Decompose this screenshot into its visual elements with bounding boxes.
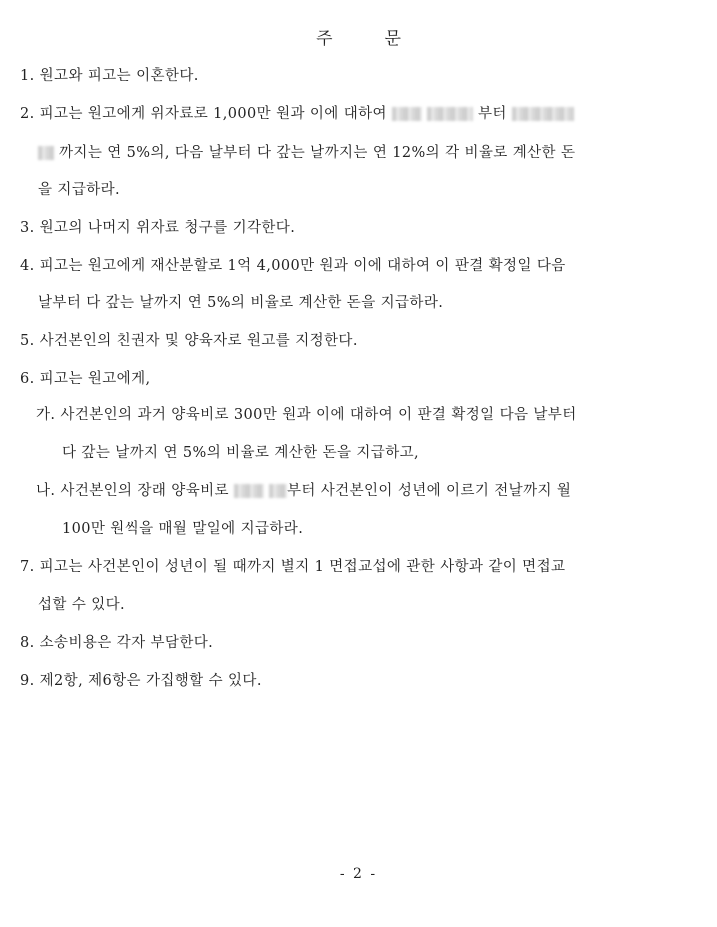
order-item-8: 8. 소송비용은 각자 부담한다. xyxy=(20,635,214,651)
redacted-date-4 xyxy=(38,146,54,160)
order-item-5: 5. 사건본인의 친권자 및 양육자로 원고를 지정한다. xyxy=(20,333,358,349)
order-item-2-text-b: 부터 xyxy=(478,106,507,122)
order-item-6-na-text-a: 나. 사건본인의 장래 양육비로 xyxy=(36,483,229,499)
order-item-7: 7. 피고는 사건본인이 성년이 될 때까지 별지 1 면접교섭에 관한 사항과 같이 면접교 xyxy=(20,559,566,575)
redacted-date-3 xyxy=(512,107,574,121)
redacted-date-1 xyxy=(392,107,422,121)
title-right: 문 xyxy=(384,29,401,49)
order-item-2 xyxy=(20,104,574,124)
order-item-2-cont xyxy=(38,143,575,163)
order-item-4-cont: 날부터 다 갚는 날까지 연 5%의 비율로 계산한 돈을 지급하라. xyxy=(38,295,444,311)
order-item-6: 6. 피고는 원고에게, xyxy=(20,371,151,387)
order-item-4: 4. 피고는 원고에게 재산분할로 1억 4,000만 원과 이에 대하여 이 판결 확정일 다음 xyxy=(20,258,566,274)
order-item-6-na-cont: 100만 원씩을 매월 말일에 지급하라. xyxy=(62,521,304,537)
order-item-9: 9. 제2항, 제6항은 가집행할 수 있다. xyxy=(20,673,262,689)
redacted-date-2 xyxy=(427,107,473,121)
page-number: - 2 - xyxy=(339,866,378,882)
redacted-date-6 xyxy=(269,484,287,498)
order-item-7-cont: 섭할 수 있다. xyxy=(38,597,126,613)
order-item-3: 3. 원고의 나머지 위자료 청구를 기각한다. xyxy=(20,220,296,236)
page-title xyxy=(0,24,717,49)
order-item-6-na-text-b: 부터 사건본인이 성년에 이르기 전날까지 월 xyxy=(286,483,572,499)
order-item-6-na xyxy=(36,481,571,501)
order-item-2-text-c: 까지는 연 5%의, 다음 날부터 다 갚는 날까지는 연 12%의 각 비율로 계산한 돈 xyxy=(59,145,576,161)
redacted-date-5 xyxy=(234,484,264,498)
title-left: 주 xyxy=(316,29,333,49)
order-item-6-ga: 가. 사건본인의 과거 양육비로 300만 원과 이에 대하여 이 판결 확정일 다음 날부터 xyxy=(36,407,577,423)
order-item-2-end: 을 지급하라. xyxy=(38,182,121,198)
order-item-1: 1. 원고와 피고는 이혼한다. xyxy=(20,68,199,84)
order-item-2-text-a: 2. 피고는 원고에게 위자료로 1,000만 원과 이에 대하여 xyxy=(20,106,387,122)
order-item-6-ga-cont: 다 갚는 날까지 연 5%의 비율로 계산한 돈을 지급하고, xyxy=(62,445,420,461)
